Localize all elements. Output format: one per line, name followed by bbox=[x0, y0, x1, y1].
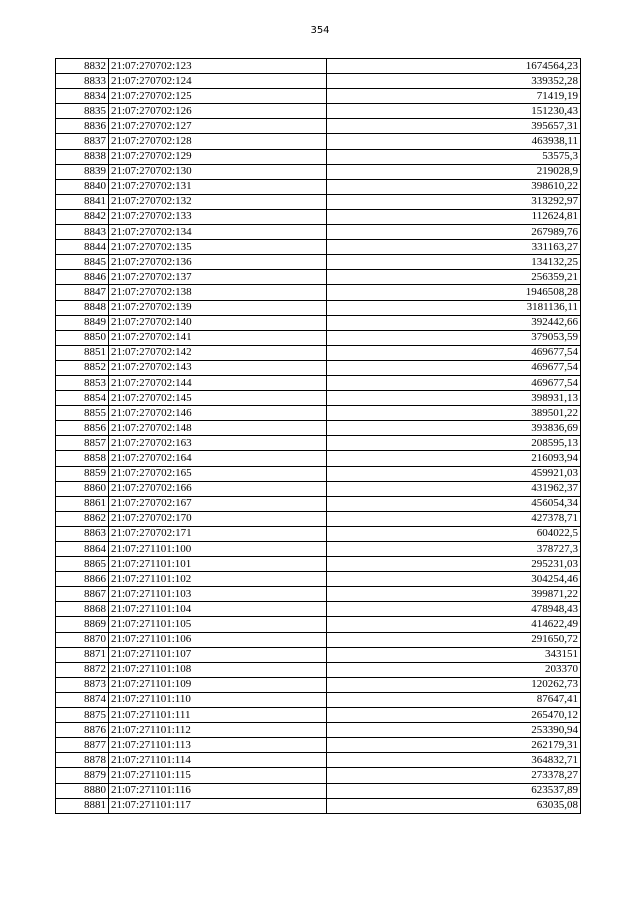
cadastral-number: 21:07:270702:140 bbox=[109, 315, 327, 330]
row-value: 1946508,28 bbox=[327, 285, 581, 300]
row-number: 8835 bbox=[56, 104, 109, 119]
row-value: 208595,13 bbox=[327, 436, 581, 451]
cadastral-number: 21:07:270702:142 bbox=[109, 345, 327, 360]
cadastral-number: 21:07:270702:126 bbox=[109, 104, 327, 119]
table-row bbox=[56, 179, 581, 194]
table-row bbox=[56, 421, 581, 436]
table-row bbox=[56, 451, 581, 466]
row-value: 313292,97 bbox=[327, 194, 581, 209]
row-number: 8838 bbox=[56, 149, 109, 164]
row-number: 8859 bbox=[56, 466, 109, 481]
table-row bbox=[56, 723, 581, 738]
row-value: 364832,71 bbox=[327, 753, 581, 768]
row-number: 8881 bbox=[56, 798, 109, 813]
row-number: 8832 bbox=[56, 59, 109, 74]
row-value: 291650,72 bbox=[327, 632, 581, 647]
cadastral-number: 21:07:271101:111 bbox=[109, 708, 327, 723]
cadastral-number: 21:07:270702:123 bbox=[109, 59, 327, 74]
cadastral-number: 21:07:271101:117 bbox=[109, 798, 327, 813]
cadastral-number: 21:07:271101:107 bbox=[109, 647, 327, 662]
row-number: 8847 bbox=[56, 285, 109, 300]
row-value: 427378,71 bbox=[327, 511, 581, 526]
row-number: 8863 bbox=[56, 526, 109, 541]
row-number: 8836 bbox=[56, 119, 109, 134]
row-value: 399871,22 bbox=[327, 587, 581, 602]
table-row bbox=[56, 783, 581, 798]
table-row bbox=[56, 255, 581, 270]
table-row bbox=[56, 466, 581, 481]
cadastral-number: 21:07:271101:102 bbox=[109, 572, 327, 587]
table-row bbox=[56, 59, 581, 74]
row-number: 8864 bbox=[56, 542, 109, 557]
cadastral-number: 21:07:271101:109 bbox=[109, 677, 327, 692]
row-value: 623537,89 bbox=[327, 783, 581, 798]
table-row bbox=[56, 557, 581, 572]
row-number: 8844 bbox=[56, 240, 109, 255]
row-number: 8834 bbox=[56, 89, 109, 104]
row-number: 8850 bbox=[56, 330, 109, 345]
cadastral-number: 21:07:270702:132 bbox=[109, 194, 327, 209]
row-number: 8853 bbox=[56, 375, 109, 390]
table-row bbox=[56, 738, 581, 753]
cadastral-number: 21:07:270702:167 bbox=[109, 496, 327, 511]
table-row bbox=[56, 617, 581, 632]
cadastral-number: 21:07:270702:133 bbox=[109, 209, 327, 224]
cadastral-number: 21:07:270702:163 bbox=[109, 436, 327, 451]
table-row bbox=[56, 74, 581, 89]
cadastral-number: 21:07:270702:135 bbox=[109, 240, 327, 255]
row-number: 8855 bbox=[56, 406, 109, 421]
cadastral-number: 21:07:271101:108 bbox=[109, 662, 327, 677]
row-value: 389501,22 bbox=[327, 406, 581, 421]
row-value: 431962,37 bbox=[327, 481, 581, 496]
row-number: 8873 bbox=[56, 677, 109, 692]
cadastral-number: 21:07:271101:110 bbox=[109, 692, 327, 707]
row-value: 203370 bbox=[327, 662, 581, 677]
row-value: 469677,54 bbox=[327, 345, 581, 360]
row-value: 295231,03 bbox=[327, 557, 581, 572]
table-row bbox=[56, 164, 581, 179]
cadastral-number: 21:07:270702:128 bbox=[109, 134, 327, 149]
row-value: 3181136,11 bbox=[327, 300, 581, 315]
cadastral-number: 21:07:270702:171 bbox=[109, 526, 327, 541]
cadastral-number: 21:07:270702:138 bbox=[109, 285, 327, 300]
cadastral-number: 21:07:271101:116 bbox=[109, 783, 327, 798]
row-number: 8849 bbox=[56, 315, 109, 330]
table-row bbox=[56, 647, 581, 662]
row-value: 379053,59 bbox=[327, 330, 581, 345]
row-number: 8874 bbox=[56, 692, 109, 707]
table-row bbox=[56, 587, 581, 602]
row-value: 339352,28 bbox=[327, 74, 581, 89]
table-row bbox=[56, 572, 581, 587]
row-number: 8848 bbox=[56, 300, 109, 315]
row-value: 463938,11 bbox=[327, 134, 581, 149]
cadastral-number: 21:07:270702:166 bbox=[109, 481, 327, 496]
row-number: 8877 bbox=[56, 738, 109, 753]
row-number: 8868 bbox=[56, 602, 109, 617]
table-row bbox=[56, 798, 581, 813]
row-value: 267989,76 bbox=[327, 225, 581, 240]
row-value: 378727,3 bbox=[327, 542, 581, 557]
row-number: 8852 bbox=[56, 360, 109, 375]
row-value: 414622,49 bbox=[327, 617, 581, 632]
row-value: 120262,73 bbox=[327, 677, 581, 692]
table-body bbox=[56, 59, 581, 814]
cadastral-number: 21:07:271101:115 bbox=[109, 768, 327, 783]
row-number: 8867 bbox=[56, 587, 109, 602]
row-number: 8879 bbox=[56, 768, 109, 783]
row-value: 53575,3 bbox=[327, 149, 581, 164]
row-number: 8869 bbox=[56, 617, 109, 632]
row-number: 8865 bbox=[56, 557, 109, 572]
row-number: 8862 bbox=[56, 511, 109, 526]
row-number: 8854 bbox=[56, 391, 109, 406]
row-value: 63035,08 bbox=[327, 798, 581, 813]
row-value: 219028,9 bbox=[327, 164, 581, 179]
cadastral-number: 21:07:270702:164 bbox=[109, 451, 327, 466]
cadastral-number: 21:07:271101:103 bbox=[109, 587, 327, 602]
row-number: 8871 bbox=[56, 647, 109, 662]
table-row bbox=[56, 375, 581, 390]
table-row bbox=[56, 134, 581, 149]
cadastral-number: 21:07:270702:141 bbox=[109, 330, 327, 345]
row-value: 331163,27 bbox=[327, 240, 581, 255]
row-value: 469677,54 bbox=[327, 360, 581, 375]
cadastral-number: 21:07:270702:144 bbox=[109, 375, 327, 390]
row-number: 8870 bbox=[56, 632, 109, 647]
row-value: 253390,94 bbox=[327, 723, 581, 738]
row-number: 8880 bbox=[56, 783, 109, 798]
table-row bbox=[56, 285, 581, 300]
row-number: 8845 bbox=[56, 255, 109, 270]
table-row bbox=[56, 270, 581, 285]
cadastral-number: 21:07:271101:101 bbox=[109, 557, 327, 572]
row-number: 8866 bbox=[56, 572, 109, 587]
cadastral-number: 21:07:270702:131 bbox=[109, 179, 327, 194]
table-row bbox=[56, 692, 581, 707]
table-row bbox=[56, 89, 581, 104]
cadastral-number: 21:07:270702:129 bbox=[109, 149, 327, 164]
table-row bbox=[56, 602, 581, 617]
table-row bbox=[56, 119, 581, 134]
table-row bbox=[56, 391, 581, 406]
row-value: 273378,27 bbox=[327, 768, 581, 783]
table-row bbox=[56, 209, 581, 224]
row-number: 8837 bbox=[56, 134, 109, 149]
cadastral-number: 21:07:271101:114 bbox=[109, 753, 327, 768]
table-row bbox=[56, 360, 581, 375]
row-number: 8858 bbox=[56, 451, 109, 466]
row-value: 256359,21 bbox=[327, 270, 581, 285]
cadastral-number: 21:07:271101:106 bbox=[109, 632, 327, 647]
cadastral-number: 21:07:270702:130 bbox=[109, 164, 327, 179]
table-row bbox=[56, 677, 581, 692]
row-value: 459921,03 bbox=[327, 466, 581, 481]
row-number: 8840 bbox=[56, 179, 109, 194]
row-value: 1674564,23 bbox=[327, 59, 581, 74]
table-row bbox=[56, 496, 581, 511]
row-number: 8851 bbox=[56, 345, 109, 360]
row-value: 304254,46 bbox=[327, 572, 581, 587]
table-row bbox=[56, 662, 581, 677]
row-number: 8876 bbox=[56, 723, 109, 738]
row-value: 392442,66 bbox=[327, 315, 581, 330]
row-value: 151230,43 bbox=[327, 104, 581, 119]
table-row bbox=[56, 315, 581, 330]
row-value: 398931,13 bbox=[327, 391, 581, 406]
table-row bbox=[56, 708, 581, 723]
row-value: 395657,31 bbox=[327, 119, 581, 134]
cadastral-number: 21:07:270702:170 bbox=[109, 511, 327, 526]
cadastral-number: 21:07:270702:148 bbox=[109, 421, 327, 436]
table-row bbox=[56, 753, 581, 768]
row-number: 8857 bbox=[56, 436, 109, 451]
row-value: 398610,22 bbox=[327, 179, 581, 194]
data-table bbox=[55, 58, 581, 814]
row-value: 216093,94 bbox=[327, 451, 581, 466]
row-number: 8839 bbox=[56, 164, 109, 179]
row-value: 265470,12 bbox=[327, 708, 581, 723]
row-value: 469677,54 bbox=[327, 375, 581, 390]
table-row bbox=[56, 768, 581, 783]
cadastral-number: 21:07:270702:146 bbox=[109, 406, 327, 421]
row-number: 8841 bbox=[56, 194, 109, 209]
row-number: 8856 bbox=[56, 421, 109, 436]
table-row bbox=[56, 526, 581, 541]
row-value: 343151 bbox=[327, 647, 581, 662]
cadastral-number: 21:07:271101:104 bbox=[109, 602, 327, 617]
row-value: 112624,81 bbox=[327, 209, 581, 224]
table-row bbox=[56, 406, 581, 421]
row-number: 8833 bbox=[56, 74, 109, 89]
table-row bbox=[56, 542, 581, 557]
page-number: 354 bbox=[310, 25, 330, 36]
table-row bbox=[56, 436, 581, 451]
cadastral-number: 21:07:271101:112 bbox=[109, 723, 327, 738]
table-row bbox=[56, 240, 581, 255]
row-value: 134132,25 bbox=[327, 255, 581, 270]
table-row bbox=[56, 481, 581, 496]
row-number: 8846 bbox=[56, 270, 109, 285]
cadastral-number: 21:07:270702:165 bbox=[109, 466, 327, 481]
cadastral-number: 21:07:270702:125 bbox=[109, 89, 327, 104]
table-row bbox=[56, 632, 581, 647]
table-row bbox=[56, 194, 581, 209]
row-number: 8872 bbox=[56, 662, 109, 677]
row-number: 8842 bbox=[56, 209, 109, 224]
cadastral-number: 21:07:270702:136 bbox=[109, 255, 327, 270]
cadastral-number: 21:07:270702:134 bbox=[109, 225, 327, 240]
table-row bbox=[56, 300, 581, 315]
row-value: 478948,43 bbox=[327, 602, 581, 617]
row-number: 8843 bbox=[56, 225, 109, 240]
table-row bbox=[56, 345, 581, 360]
row-value: 456054,34 bbox=[327, 496, 581, 511]
row-number: 8875 bbox=[56, 708, 109, 723]
table-row bbox=[56, 511, 581, 526]
cadastral-number: 21:07:270702:124 bbox=[109, 74, 327, 89]
table-row bbox=[56, 104, 581, 119]
row-number: 8878 bbox=[56, 753, 109, 768]
cadastral-number: 21:07:270702:145 bbox=[109, 391, 327, 406]
row-value: 71419,19 bbox=[327, 89, 581, 104]
table-row bbox=[56, 330, 581, 345]
row-number: 8861 bbox=[56, 496, 109, 511]
cadastral-number: 21:07:271101:100 bbox=[109, 542, 327, 557]
row-number: 8860 bbox=[56, 481, 109, 496]
cadastral-number: 21:07:270702:137 bbox=[109, 270, 327, 285]
row-value: 87647,41 bbox=[327, 692, 581, 707]
cadastral-number: 21:07:270702:143 bbox=[109, 360, 327, 375]
table-row bbox=[56, 225, 581, 240]
cadastral-number: 21:07:270702:139 bbox=[109, 300, 327, 315]
table-row bbox=[56, 149, 581, 164]
cadastral-number: 21:07:271101:113 bbox=[109, 738, 327, 753]
cadastral-number: 21:07:270702:127 bbox=[109, 119, 327, 134]
row-value: 262179,31 bbox=[327, 738, 581, 753]
row-value: 604022,5 bbox=[327, 526, 581, 541]
row-value: 393836,69 bbox=[327, 421, 581, 436]
cadastral-number: 21:07:271101:105 bbox=[109, 617, 327, 632]
